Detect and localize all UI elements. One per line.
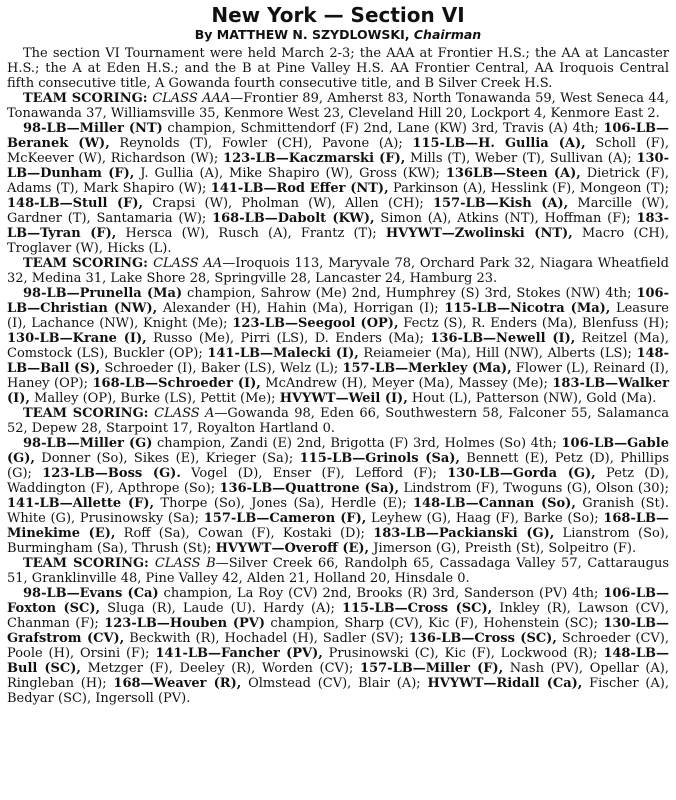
weight-class-winner: 136-LB—Quattrone (Sa),: [219, 481, 400, 496]
weight-class-placers: Petz (D), Waddington (F), Apthrope (So);: [7, 466, 669, 496]
weight-class-placers: champion, Zandi (E) 2nd, Brigotta (F) 3rd, Holmes (So) 4th;: [152, 436, 562, 451]
weight-class-winner: 136-LB—Cross (SC),: [408, 631, 557, 646]
weight-class-winner: 106-LB—Foxton (SC),: [7, 586, 670, 616]
weight-class-winner: 141-LB—Allette (F),: [7, 496, 155, 511]
weight-class-winner: HVYWT—Ridall (Ca),: [427, 676, 583, 691]
team-scoring-class: CLASS AAA: [152, 91, 231, 106]
team-scoring-class: CLASS B: [154, 556, 216, 571]
byline-role: Chairman: [413, 27, 482, 42]
weight-class-placers: McAndrew (H), Meyer (Ma), Massey (Me);: [260, 376, 553, 391]
weight-class-winner: 123-LB—Boss (G).: [42, 466, 181, 481]
weight-class-placers: Reiameier (Ma), Hill (NW), Alberts (LS);: [358, 346, 637, 361]
weight-class-winner: 106-LB—Beranek (W),: [7, 121, 669, 151]
weight-class-winner: 98-LB—Miller (G): [23, 436, 153, 451]
weight-class-placers: Alexander (H), Hahin (Ma), Horrigan (I);: [157, 301, 445, 316]
team-scoring-label: TEAM SCORING:: [23, 91, 153, 106]
weight-class-winner: 157-LB—Miller (F),: [360, 661, 504, 676]
weight-class-placers: Jimerson (G), Preisth (St), Solpeitro (F).: [369, 541, 637, 556]
weight-class-placers: champion, Schmittendorf (F) 2nd, Lane (KW) 3rd, Travis (A) 4th;: [162, 121, 604, 136]
team-scoring-class: CLASS AA: [153, 256, 223, 271]
weight-class-winner: 98-LB—Prunella (Ma): [23, 286, 183, 301]
article-title: New York — Section VI: [211, 3, 465, 27]
weight-class-winner: 157-LB—Merkley (Ma),: [342, 361, 512, 376]
team-scoring-paragraph: [7, 256, 669, 286]
weight-class-results: [7, 286, 669, 406]
weight-class-winner: 130-LB—Krane (I),: [7, 331, 147, 346]
team-scoring-text: —Gowanda 98, Eden 66, Southwestern 58, Falconer 55, Salamanca 52, Depew 28, Starpoint 17, Royalton Hartland 0.: [7, 406, 669, 436]
weight-class-placers: Fectz (S), R. Enders (Ma), Blenfuss (H);: [398, 316, 669, 331]
weight-class-placers: Leyhew (G), Haag (F), Barke (So);: [366, 511, 604, 526]
weight-class-winner: 130-LB—Gorda (G),: [447, 466, 596, 481]
weight-class-winner: 148-LB—Ball (S),: [7, 346, 670, 376]
weight-class-winner: 168-LB—Minekime (E),: [7, 511, 670, 541]
weight-class-winner: 148-LB—Bull (SC),: [7, 646, 669, 676]
team-scoring-label: TEAM SCORING:: [23, 556, 155, 571]
weight-class-winner: HVYWT—Weil (I),: [279, 391, 408, 406]
weight-class-placers: Lindstrom (F), Twoguns (G), Olson (30);: [399, 481, 669, 496]
weight-class-placers: Crapsi (W), Pholman (W), Allen (CH);: [143, 196, 433, 211]
weight-class-placers: Simon (A), Atkins (NT), Hoffman (F);: [374, 211, 637, 226]
weight-class-winner: 123-LB—Houben (PV): [104, 616, 266, 631]
weight-class-placers: Hout (L), Patterson (NW), Gold (Ma).: [407, 391, 657, 406]
weight-class-placers: Malley (OP), Burke (LS), Pettit (Me);: [29, 391, 280, 406]
weight-class-placers: Sluga (R), Laude (U). Hardy (A);: [100, 601, 342, 616]
weight-class-placers: Reitzel (Ma), Comstock (LS), Buckler (OP);: [7, 331, 670, 361]
team-scoring-paragraph: [7, 91, 669, 121]
weight-class-placers: Marcille (W), Gardner (T), Santamaria (W);: [7, 196, 669, 226]
weight-class-winner: 98-LB—Evans (Ca): [23, 586, 159, 601]
weight-class-winner: 136LB—Steen (A),: [445, 166, 581, 181]
weight-class-placers: Reynolds (T), Fowler (CH), Pavone (A);: [109, 136, 413, 151]
team-scoring-text: —Frontier 89, Amherst 83, North Tonawanda 59, West Seneca 44, Tonawanda 37, Williamsville 35, Kenmore West 23, Cleveland Hill 20, Lockport 4, Kenmore East 2.: [7, 91, 669, 121]
weight-class-winner: 115-LB—Grinols (Sa),: [299, 451, 460, 466]
weight-class-winner: 168-LB—Dabolt (KW),: [212, 211, 375, 226]
weight-class-winner: 106-LB—Gable (G),: [7, 436, 669, 466]
weight-class-placers: Schroeder (I), Baker (LS), Welz (L);: [100, 361, 343, 376]
weight-class-placers: Leasure (I), Lachance (NW), Knight (Me);: [7, 301, 669, 331]
weight-class-placers: Granish (St). White (G), Prusinowsky (Sa);: [7, 496, 669, 526]
weight-class-winner: 183-LB—Walker (I),: [7, 376, 670, 406]
weight-class-winner: 141-LB—Malecki (I),: [207, 346, 359, 361]
weight-class-winner: 157-LB—Cameron (F),: [203, 511, 367, 526]
weight-class-placers: Schroeder (CV), Poole (H), Orsini (F);: [7, 631, 669, 661]
weight-class-winner: 115-LB—H. Gullia (A),: [412, 136, 586, 151]
byline-author: By MATTHEW N. SZYDLOWSKI,: [194, 27, 414, 42]
weight-class-winner: 157-LB—Kish (A),: [433, 196, 569, 211]
weight-class-winner: 183-LB—Packianski (G),: [373, 526, 555, 541]
weight-class-results: [7, 436, 669, 556]
weight-class-placers: Scholl (F), McKeever (W), Richardson (W);: [7, 136, 670, 166]
weight-class-placers: Metzger (F), Deeley (R), Worden (CV);: [80, 661, 361, 676]
weight-class-placers: Donner (So), Sikes (E), Krieger (Sa);: [34, 451, 300, 466]
weight-class-winner: 148-LB—Stull (F),: [7, 196, 144, 211]
team-scoring-paragraph: [7, 406, 669, 436]
weight-class-placers: Nash (PV), Opellar (A), Ringleban (H);: [7, 661, 669, 691]
weight-class-placers: Flower (L), Reinard (I), Haney (OP);: [7, 361, 669, 391]
results-sections: [7, 91, 669, 706]
weight-class-winner: 130-LB—Grafstrom (CV),: [7, 616, 670, 646]
weight-class-placers: Inkley (R), Lawson (CV), Chanman (F);: [7, 601, 670, 631]
weight-class-placers: champion, Sahrow (Me) 2nd, Humphrey (S) 3rd, Stokes (NW) 4th;: [182, 286, 637, 301]
weight-class-winner: 98-LB—Miller (NT): [23, 121, 163, 136]
weight-class-placers: Lianstrom (So), Burmingham (Sa), Thrush (St);: [7, 526, 670, 556]
intro-paragraph: The section VI Tournament were held March 2-3; the AAA at Frontier H.S.; the AA at Lancaster H.S.; the A at Eden H.S.; and the B at Pine Valley H.S. AA Frontier Central, AA Iroquois Central fifth consecutive title, A Gowanda fourth consecutive title, and B Silver Creek H.S.: [7, 46, 669, 91]
weight-class-winner: 130-LB—Dunham (F),: [7, 151, 670, 181]
weight-class-winner: 123-LB—Seegool (OP),: [232, 316, 399, 331]
weight-class-winner: 183-LB—Tyran (F),: [7, 211, 669, 241]
weight-class-placers: Vogel (D), Enser (F), Lefford (F);: [180, 466, 448, 481]
weight-class-winner: 148-LB—Cannan (So),: [412, 496, 576, 511]
weight-class-placers: Roff (Sa), Cowan (F), Kostaki (D);: [115, 526, 374, 541]
weight-class-winner: HVYWT—Overoff (E),: [215, 541, 370, 556]
weight-class-placers: Dietrick (F), Adams (T), Mark Shapiro (W);: [7, 166, 669, 196]
team-scoring-text: —Iroquois 113, Maryvale 78, Orchard Park 32, Niagara Wheatfield 32, Medina 31, Lake Shore 28, Springville 28, Lancaster 24, Hamburg 23.: [7, 256, 669, 286]
weight-class-placers: Prusinowski (C), Kic (F), Lockwood (R);: [322, 646, 604, 661]
weight-class-placers: Fischer (A), Bedyar (SC), Ingersoll (PV).: [7, 676, 670, 706]
weight-class-placers: Mills (T), Weber (T), Sullivan (A);: [405, 151, 637, 166]
weight-class-placers: Hersca (W), Rusch (A), Frantz (T);: [116, 226, 386, 241]
weight-class-winner: 141-LB—Fancher (PV),: [155, 646, 323, 661]
weight-class-placers: Macro (CH), Troglaver (W), Hicks (L).: [7, 226, 669, 256]
team-scoring-label: TEAM SCORING:: [23, 406, 155, 421]
weight-class-winner: 168-LB—Schroeder (I),: [92, 376, 261, 391]
weight-class-placers: Beckwith (R), Hochadel (H), Sadler (SV);: [124, 631, 409, 646]
weight-class-placers: Olmstead (CV), Blair (A);: [241, 676, 428, 691]
weight-class-placers: Russo (Me), Pirri (LS), D. Enders (Ma);: [146, 331, 431, 346]
weight-class-placers: Parkinson (A), Hesslink (F), Mongeon (T);: [388, 181, 669, 196]
weight-class-results: [7, 121, 669, 256]
weight-class-placers: J. Gullia (A), Mike Shapiro (W), Gross (KW);: [134, 166, 446, 181]
article-byline: [7, 27, 669, 43]
weight-class-placers: Thorpe (So), Jones (Sa), Herdle (E);: [154, 496, 413, 511]
weight-class-winner: 115-LB—Cross (SC),: [341, 601, 493, 616]
team-scoring-label: TEAM SCORING:: [23, 256, 154, 271]
weight-class-winner: 115-LB—Nicotra (Ma),: [444, 301, 611, 316]
weight-class-placers: Bennett (E), Petz (D), Phillips (G);: [7, 451, 669, 481]
team-scoring-class: CLASS A: [154, 406, 215, 421]
weight-class-winner: 168—Weaver (R),: [113, 676, 242, 691]
team-scoring-paragraph: [7, 556, 669, 586]
weight-class-placers: champion, Sharp (CV), Kic (F), Hohenstein (SC);: [265, 616, 604, 631]
weight-class-winner: 123-LB—Kaczmarski (F),: [223, 151, 406, 166]
weight-class-results: [7, 586, 669, 706]
weight-class-winner: HVYWT—Zwolinski (NT),: [385, 226, 573, 241]
weight-class-winner: 106-LB—Christian (NW),: [7, 286, 669, 316]
weight-class-winner: 136-LB—Newell (I),: [430, 331, 576, 346]
team-scoring-text: —Silver Creek 66, Randolph 65, Cassadaga Valley 57, Cattaraugus 51, Granklinville 48, Pine Valley 42, Alden 21, Holland 20, Hinsdale 0.: [7, 556, 669, 586]
weight-class-placers: champion, La Roy (CV) 2nd, Brooks (R) 3rd, Sanderson (PV) 4th;: [158, 586, 604, 601]
weight-class-winner: 141-LB—Rod Effer (NT),: [210, 181, 389, 196]
